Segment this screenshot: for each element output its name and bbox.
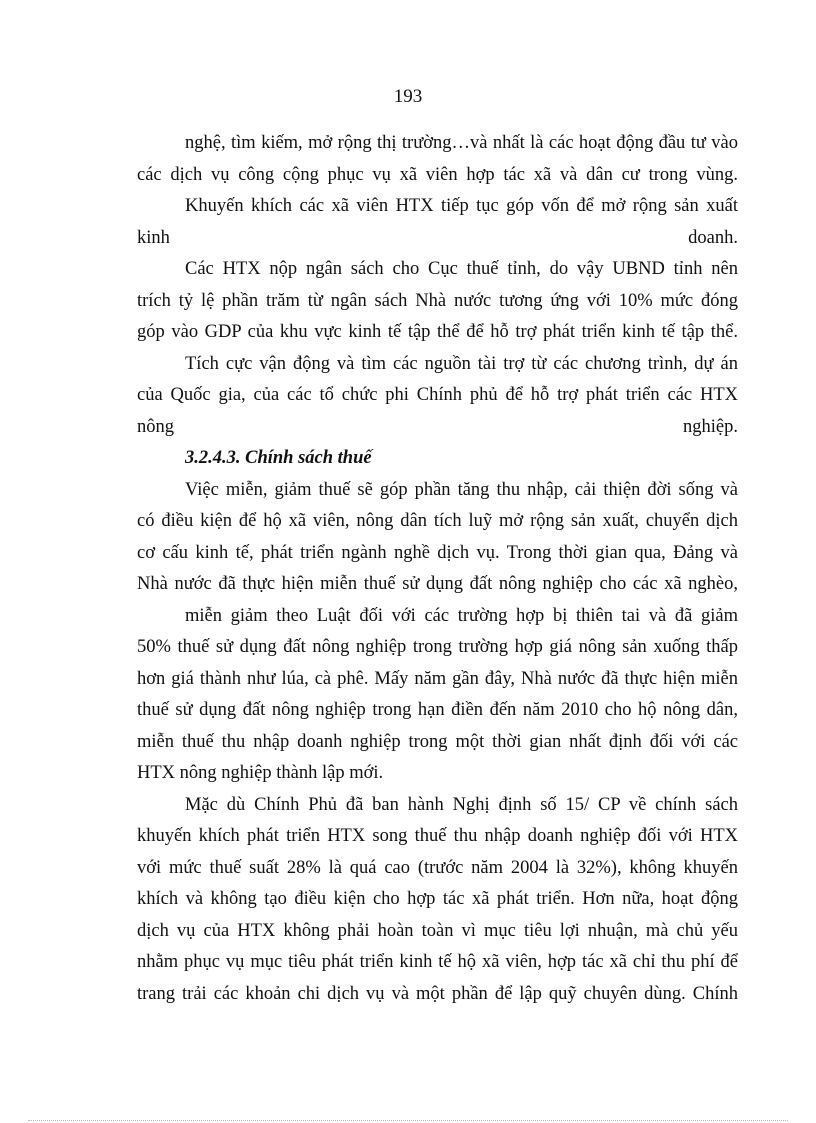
text-line: [137, 223, 738, 255]
text-line: HTX nông nghiệp thành lập mới.: [137, 763, 384, 783]
text-line: nghệ, tìm kiếm, mở rộng thị trường…và nhất là các hoạt động đầu tư vào: [185, 133, 738, 153]
word: nghiệp.: [683, 416, 738, 437]
text-line: dịch vụ của HTX không phải hoàn toàn vì mục tiêu lợi nhuận, mà chủ yếu: [137, 920, 738, 941]
text-line: Nhà nước đã thực hiện miễn thuế sử dụng đất nông nghiệp cho các xã nghèo,: [137, 574, 738, 594]
page-number: 193: [393, 86, 423, 107]
section-heading: 3.2.4.3. Chính sách thuế: [185, 448, 372, 468]
body-text: [137, 128, 738, 1010]
text-line: Các HTX nộp ngân sách cho Cục thuế tỉnh, do vậy UBND tỉnh nên: [185, 259, 738, 279]
text-line: Khuyến khích các xã viên HTX tiếp tục góp vốn để mở rộng sản xuất: [185, 196, 738, 216]
text-line: 50% thuế sử dụng đất nông nghiệp trong trường hợp giá nông sản xuống thấp: [137, 637, 738, 657]
text-line: có điều kiện để hộ xã viên, nông dân tích luỹ mở rộng sản xuất, chuyển dịch: [137, 511, 738, 531]
text-line: các dịch vụ công cộng phục vụ xã viên hợp tác xã và dân cư trong vùng.: [137, 164, 738, 185]
text-line: Mặc dù Chính Phủ đã ban hành Nghị định số 15/ CP về chính sách: [185, 794, 738, 815]
text-line: Việc miễn, giảm thuế sẽ góp phần tăng thu nhập, cải thiện đời sống và: [185, 479, 738, 500]
footer-divider: [28, 1120, 788, 1121]
text-line: với mức thuế suất 28% là quá cao (trước năm 2004 là 32%), không khuyến: [137, 857, 738, 878]
text-line: nhằm phục vụ mục tiêu phát triển kinh tế hộ xã viên, hợp tác xã chỉ thu phí để: [137, 952, 738, 972]
text-line: [137, 412, 738, 444]
text-line: miễn thuế thu nhập doanh nghiệp trong một thời gian nhất định đối với các: [137, 731, 738, 752]
word: kinh: [137, 227, 170, 248]
text-line: Tích cực vận động và tìm các nguồn tài trợ từ các chương trình, dự án: [185, 353, 738, 374]
word: nông: [137, 416, 174, 437]
text-line: khích và không tạo điều kiện cho hợp tác xã phát triển. Hơn nữa, hoạt động: [137, 889, 738, 909]
text-line: hơn giá thành như lúa, cà phê. Mấy năm gần đây, Nhà nước đã thực hiện miễn: [137, 668, 738, 689]
text-line: khuyến khích phát triển HTX song thuế thu nhập doanh nghiệp đối với HTX: [137, 826, 738, 846]
word: doanh.: [688, 227, 738, 248]
text-line: cơ cấu kinh tế, phát triển ngành nghề dịch vụ. Trong thời gian qua, Đảng và: [137, 542, 738, 563]
text-line: trích tỷ lệ phần trăm từ ngân sách Nhà nước tương ứng với 10% mức đóng: [137, 290, 738, 311]
text-line: miễn giảm theo Luật đối với các trường hợp bị thiên tai và đã giảm: [185, 605, 738, 626]
text-line: trang trải các khoản chi dịch vụ và một phần để lập quỹ chuyên dùng. Chính: [137, 983, 738, 1004]
text-line: thuế sử dụng đất nông nghiệp trong hạn điền đến năm 2010 cho hộ nông dân,: [137, 700, 738, 720]
text-line: góp vào GDP của khu vực kinh tế tập thể để hỗ trợ phát triển kinh tế tập thể.: [137, 322, 738, 342]
text-line: của Quốc gia, của các tổ chức phi Chính phủ để hỗ trợ phát triển các HTX: [137, 385, 738, 405]
